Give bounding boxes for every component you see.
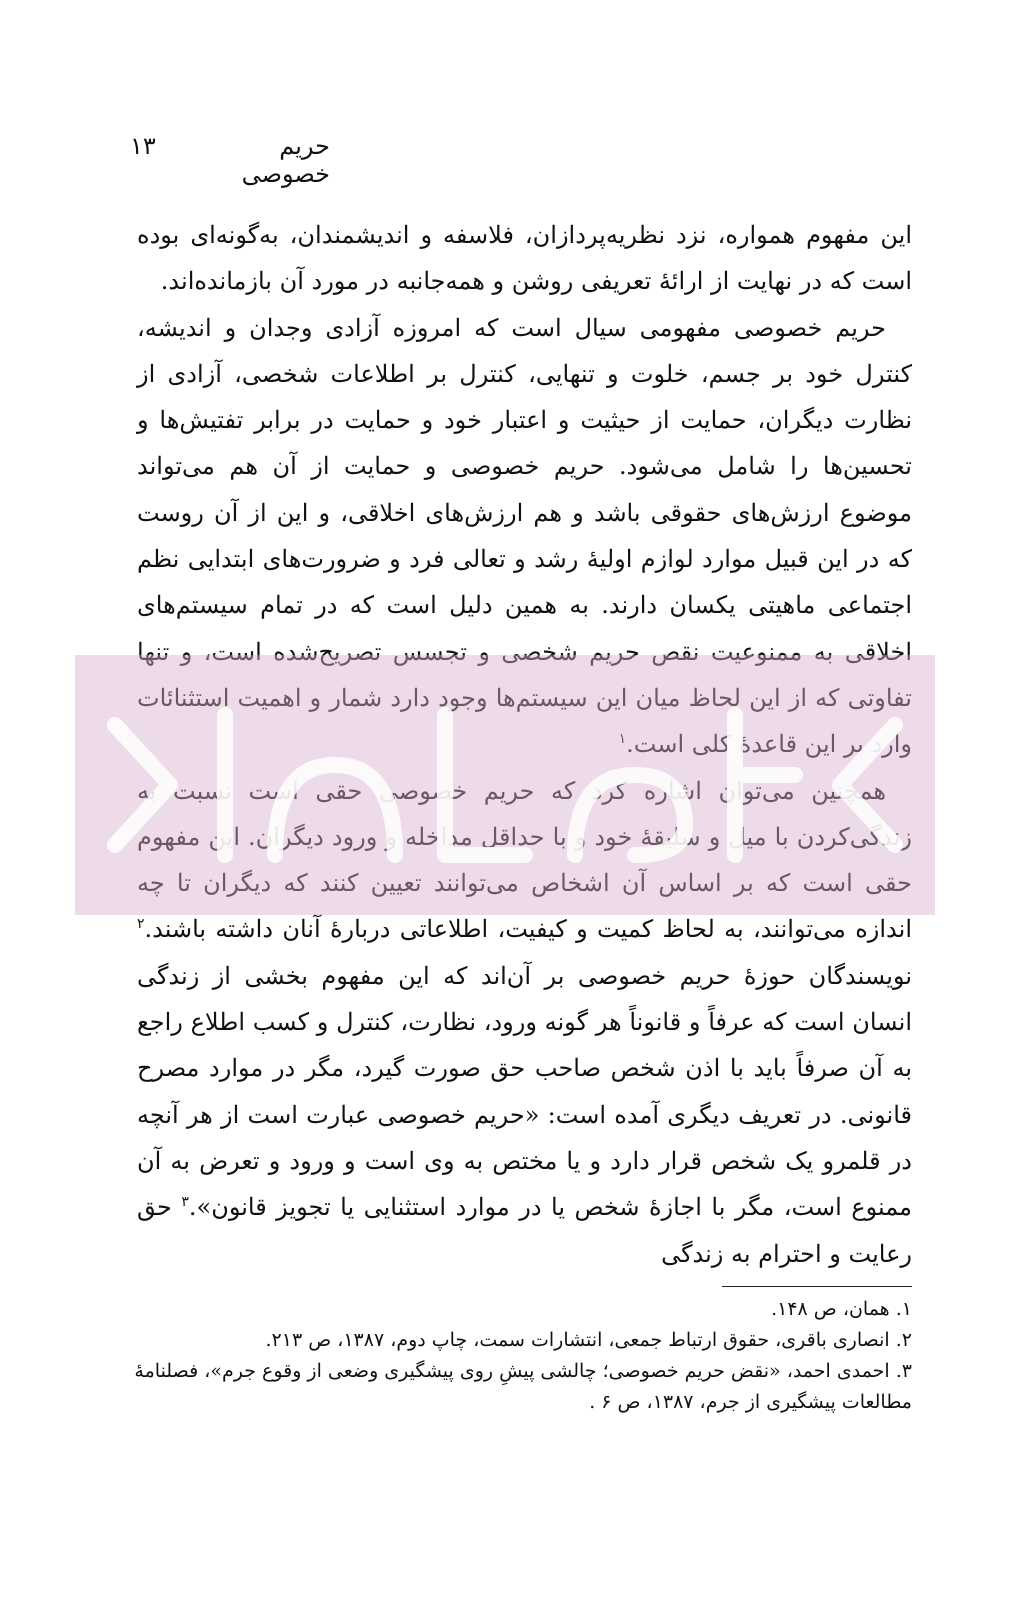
paragraph-1: [137, 212, 912, 305]
running-head: [130, 132, 330, 188]
paragraph-2-text: حریم خصوصی مفهومی سیال است که امروزه آزادی وجدان و اندیشه، کنترل خود بر جسم، خلوت و تنهایی، کنترل بر اطلاعات شخصی، آزادی از نظارت دیگران، حمایت از حیثیت و اعتبار خود و حمایت در برابر تفتیش‌ها و تحسین‌ها را شامل می‌شود. حریم خصوصی و حمایت از آن هم می‌تواند موضوع ارزش‌های حقوقی باشد و هم ارزش‌های اخلاقی، و این از آن روست که در این قبیل موارد لوازم اولیهٔ رشد و تعالی فرد و ضرورت‌های ابتدایی نظم اجتماعی ماهیتی یکسان دارند. به همین دلیل است که در تمام سیستم‌های اخلاقی به ممنوعیت نقص حریم شخصی و تجسس تصریح‌شده است، و تنها تفاوتی که از این لحاظ میان این سیستم‌ها وجود دارد شمار و اهمیت استثنائات وارد بر این قاعدهٔ کلی است.: [137, 313, 913, 759]
paragraph-2: [137, 305, 912, 768]
paragraph-3-text-a: همچنین می‌توان اشاره کرد که حریم خصوصی حقی است نسبت به زندگی‌کردن با میل و سلیقهٔ خود و با حداقل مداخله و ورود دیگران. این مفهوم حقی است که بر اساس آن اشخاص می‌توانند تعیین کنند که دیگران تا چه اندازه می‌توانند، به لحاظ کمیت و کیفیت، اطلاعاتی دربارهٔ آنان داشته باشند.: [137, 776, 913, 944]
running-head-title: حریم خصوصی: [241, 132, 330, 188]
footnotes: [112, 1294, 912, 1418]
footnote-1: ۱. همان، ص ۱۴۸.: [771, 1298, 912, 1320]
footnote-3: ۳. احمدی احمد، «نقض حریم خصوصی؛ چالشی پیشِ روی پیشگیری وضعی از وقوع جرم»، فصلنامهٔ مطالعات پیشگیری از جرم، ۱۳۸۷، ص ۶ .: [134, 1360, 912, 1413]
page-number: ۱۳: [130, 132, 156, 160]
paragraph-3-text-b: نویسندگان حوزهٔ حریم خصوصی بر آن‌اند که این مفهوم بخشی از زندگی انسان است که عرفاً و قانوناً هر گونه ورود، نظارت، کنترل و کسب اطلاع راجع به آن صرفاً باید با اذن شخص صاحب حق صورت گیرد، مگر در موارد مصرح قانونی. در تعریف دیگری آمده است: «حریم خصوصی عبارت است از هر آنچه در قلمرو یک شخص قرار دارد و یا مختص به وی است و ورود و تعرض به آن ممنوع است، مگر با اجازهٔ شخص یا در موارد استثنایی یا تجویز قانون».: [137, 961, 912, 1222]
footnote-ref-2: ۲: [137, 916, 145, 933]
paragraph-1-text: این مفهوم همواره، نزد نظریه‌پردازان، فلاسفه و اندیشمندان، به‌گونه‌ای بوده است که در نهایت از ارائهٔ تعریفی روشن و همه‌جانبه در مورد آن بازمانده‌اند.: [137, 221, 912, 296]
paragraph-3: [137, 768, 912, 1277]
paragraph-3-text-c: حق رعایت و احترام به زندگی: [137, 1193, 912, 1268]
footnote-ref-3: ۳: [181, 1194, 189, 1211]
footnote-2: ۲. انصاری باقری، حقوق ارتباط جمعی، انتشارات سمت، چاپ دوم، ۱۳۸۷، ص ۲۱۳.: [265, 1329, 912, 1351]
body-text: [137, 212, 912, 1277]
footnote-divider: [722, 1286, 912, 1287]
footnote-ref-1: ۱: [618, 731, 627, 748]
